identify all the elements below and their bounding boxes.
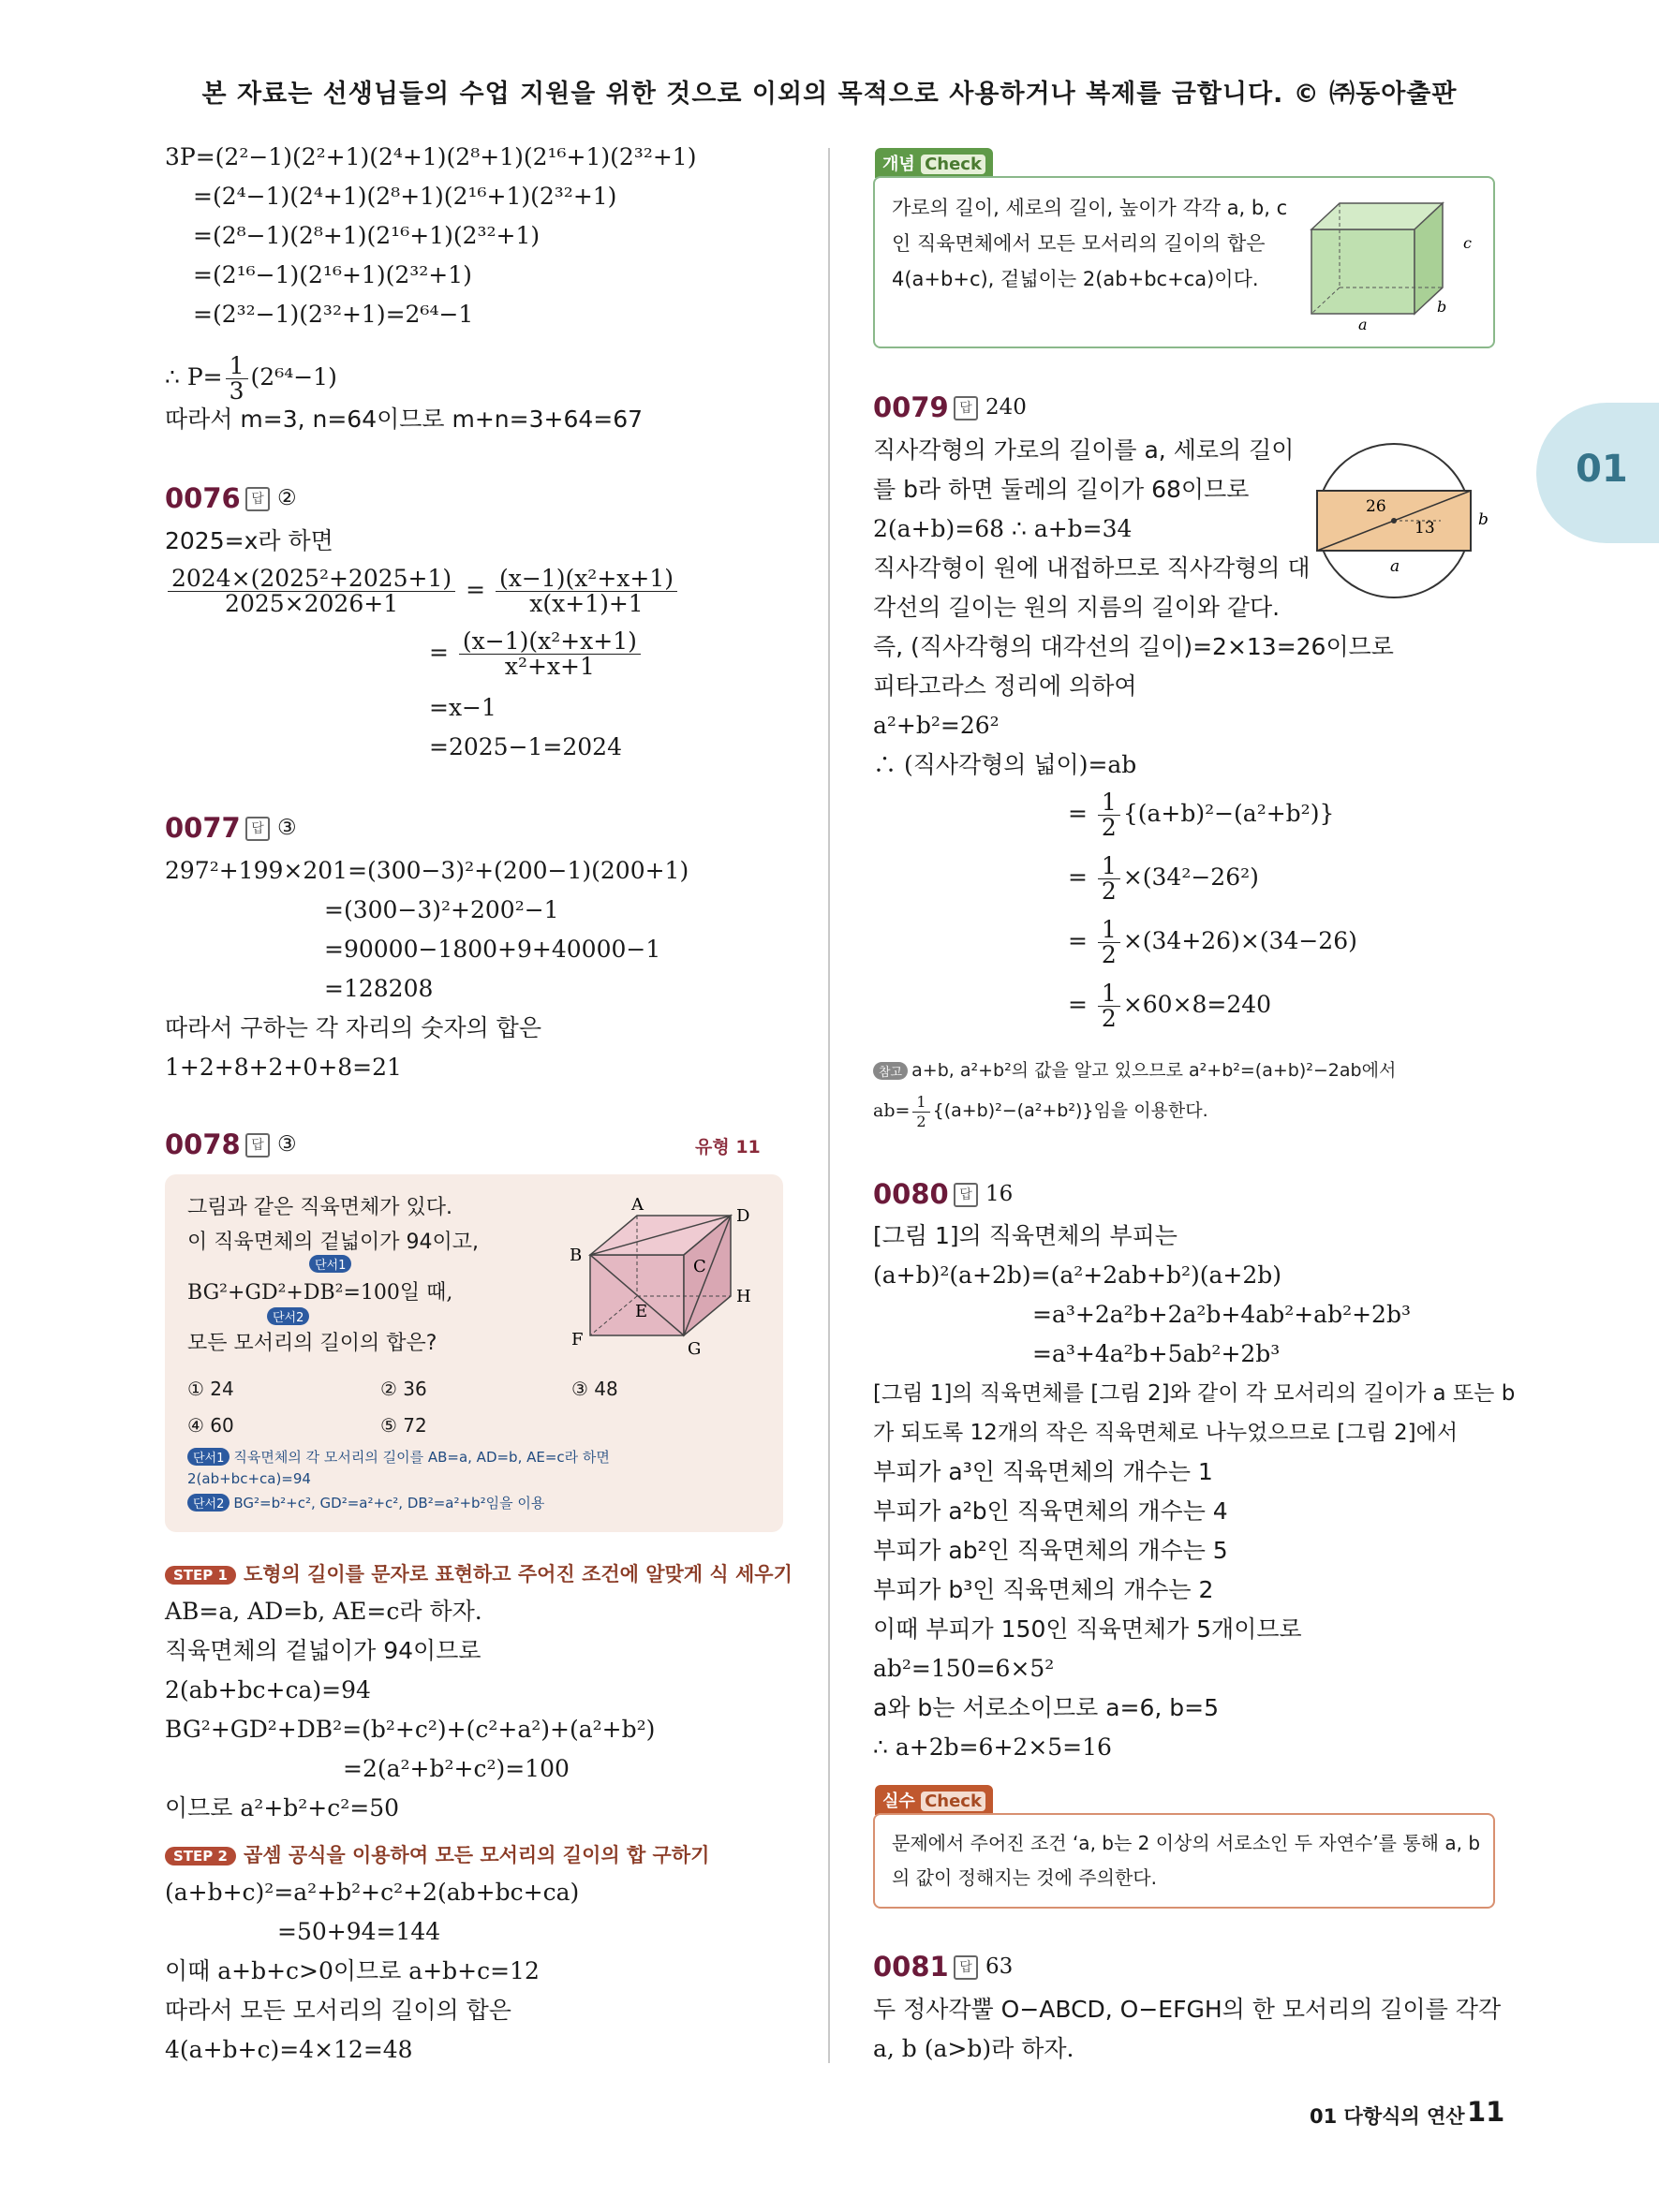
- answer-0076: [245, 482, 297, 514]
- cube-label-f: F: [571, 1330, 584, 1349]
- inscribed-rectangle-diagram: [1310, 436, 1497, 605]
- solution-line: 부피가 b³인 직육면체의 개수는 2: [873, 1576, 1214, 1603]
- fraction: $\frac{\text{(x−1)(x²+x+1)}}{\text{x²+x+1}}$: [459, 629, 641, 679]
- answer-value: ③: [277, 816, 297, 840]
- fig-label-b: b: [1478, 510, 1489, 529]
- answer-0080: [954, 1178, 1013, 1210]
- answer-0081: [954, 1951, 1013, 1983]
- fraction: $\frac{\text{2024×(2025²+2025+1)}}{2025\times 2026+1}$: [168, 567, 455, 616]
- solution-line: =a³+4a²b+5ab²+2b³: [1032, 1340, 1281, 1367]
- choice: ⑤ 72: [380, 1414, 427, 1437]
- solution-line: =(2⁸−1)(2⁸+1)(2¹⁶+1)(2³²+1): [193, 222, 541, 249]
- solution-line: 직사각형의 가로의 길이를 a, 세로의 길이: [873, 436, 1295, 464]
- answer-tag: 답: [245, 1133, 270, 1158]
- answer-value: 240: [985, 395, 1027, 420]
- answer-value: 63: [985, 1954, 1014, 1979]
- solution-line: 를 b라 하면 둘레의 길이가 68이므로: [873, 476, 1250, 503]
- choice: ② 36: [380, 1378, 427, 1400]
- answer-value: ②: [277, 486, 297, 510]
- concept-label-a: a: [1358, 316, 1368, 332]
- column-divider: [828, 148, 830, 2063]
- solution-line: =2025−1=2024: [429, 733, 622, 760]
- mistake-check-box: [873, 1813, 1495, 1909]
- solution-line: 즉, (직사각형의 대각선의 길이)=2×13=26이므로: [873, 633, 1394, 660]
- solution-line: 따라서 모든 모서리의 길이의 합은: [165, 1997, 511, 2024]
- reference-note-2: ab= $\frac{1}{2}$ {(a+b)²−(a²+b²)}임을 이용한다.: [873, 1092, 1208, 1130]
- area-step: = $\frac{1}{2}$ ×(34²−26²): [1068, 852, 1259, 905]
- fig-label-13: 13: [1415, 519, 1435, 538]
- choice: ④ 60: [187, 1414, 234, 1437]
- solution-line: ab²=150=6×5²: [873, 1655, 1055, 1682]
- answer-tag: 답: [245, 487, 270, 511]
- hint-1: 단서1 직육면체의 각 모서리의 길이를 AB=a, AD=b, AE=c라 하면: [187, 1447, 610, 1467]
- fraction-row: $\frac{\text{2024×(2025²+2025+1)}}{2025\times 2026+1}$ = $\frac{\text{(x−1)(x²+x+1)}}{x(x+1)+1}$: [165, 567, 680, 616]
- fraction: $\frac{1}{3}$: [226, 354, 248, 404]
- solution-line: a, b (a>b)라 하자.: [873, 2035, 1074, 2062]
- solution-line: =(2³²−1)(2³²+1)=2⁶⁴−1: [193, 301, 474, 328]
- answer-0078: [245, 1128, 297, 1160]
- solution-line: 이므로 a²+b²+c²=50: [165, 1794, 400, 1821]
- therefore-p: [165, 351, 337, 404]
- solution-line: (a+b)²(a+2b)=(a²+2ab+b²)(a+2b): [873, 1261, 1282, 1289]
- solution-line: 이때 부피가 150인 직육면체가 5개이므로: [873, 1615, 1302, 1643]
- therefore-p-lhs: ∴ P=: [165, 363, 223, 391]
- hint-marker-2: 단서2: [267, 1307, 313, 1325]
- solution-line: =(300−3)²+200²−1: [324, 896, 559, 923]
- problem-number-0081: 0081: [873, 1951, 949, 1983]
- page-number: 11: [1467, 2096, 1505, 2128]
- problem-number-0078: 0078: [165, 1128, 241, 1160]
- solution-line: 297²+199×201=(300−3)²+(200−1)(200+1): [165, 857, 689, 884]
- problem-number-0077: 0077: [165, 812, 241, 844]
- solution-line: =90000−1800+9+40000−1: [324, 936, 661, 963]
- solution-line: 따라서 구하는 각 자리의 숫자의 합은: [165, 1014, 541, 1041]
- solution-line: [그림 1]의 직육면체를 [그림 2]와 같이 각 모서리의 길이가 a 또는 b: [873, 1381, 1516, 1406]
- solution-line: 가 되도록 12개의 작은 직육면체로 나누었으므로 [그림 2]에서: [873, 1421, 1459, 1445]
- hint-2: 단서2 BG²=b²+c², GD²=a²+c², DB²=a²+b²임을 이용: [187, 1493, 544, 1512]
- type-label: 유형 11: [695, 1137, 761, 1158]
- solution-line: 4(a+b+c)=4×12=48: [165, 2036, 413, 2063]
- solution-line: =(2¹⁶−1)(2¹⁶+1)(2³²+1): [193, 261, 472, 288]
- solution-line: ∴ (직사각형의 넓이)=ab: [873, 751, 1137, 778]
- solution-line: 직사각형이 원에 내접하므로 직사각형의 대: [873, 554, 1311, 582]
- fraction-row: = $\frac{\text{(x−1)(x²+x+1)}}{\text{x²+x+1}}$: [429, 629, 644, 679]
- concept-line: 가로의 길이, 세로의 길이, 높이가 각각 a, b, c: [892, 197, 1288, 219]
- therefore-p-rhs: (2⁶⁴−1): [250, 363, 337, 391]
- solution-line: 부피가 ab²인 직육면체의 개수는 5: [873, 1537, 1228, 1564]
- solution-line: =128208: [324, 975, 434, 1002]
- concept-label-c: c: [1463, 234, 1472, 252]
- solution-line: 각선의 길이는 원의 지름의 길이와 같다.: [873, 594, 1281, 621]
- copyright-banner: 본 자료는 선생님들의 수업 지원을 위한 것으로 이외의 목적으로 사용하거나 복제를 금합니다. © ㈜동아출판: [201, 80, 1458, 109]
- solution-line: ∴ a+2b=6+2×5=16: [873, 1733, 1112, 1761]
- concept-line: 인 직육면체에서 모든 모서리의 길이의 합은: [892, 232, 1266, 255]
- cube-label-e: E: [635, 1302, 648, 1321]
- answer-tag: 답: [954, 1183, 978, 1207]
- fig-label-a: a: [1390, 557, 1400, 576]
- solution-line: 2(ab+bc+ca)=94: [165, 1676, 371, 1703]
- chapter-tab: [1536, 403, 1659, 543]
- solution-line: BG²+GD²+DB²=(b²+c²)+(c²+a²)+(a²+b²): [165, 1716, 656, 1743]
- concept-cuboid-diagram: [1302, 192, 1489, 332]
- solution-line: 2(a+b)=68 ∴ a+b=34: [873, 515, 1133, 542]
- question-line: 그림과 같은 직육면체가 있다.: [187, 1196, 452, 1219]
- solution-line: 직육면체의 겉넓이가 94이므로: [165, 1637, 481, 1664]
- answer-tag: 답: [245, 817, 270, 841]
- cube-label-g: G: [688, 1339, 702, 1356]
- solution-line: 이때 a+b+c>0이므로 a+b+c=12: [165, 1957, 540, 1984]
- cube-label-h: H: [736, 1287, 751, 1306]
- area-step: = $\frac{1}{2}$ {(a+b)²−(a²+b²)}: [1068, 789, 1335, 841]
- solution-line: 부피가 a²b인 직육면체의 개수는 4: [873, 1497, 1228, 1525]
- cube-label-b: B: [570, 1246, 583, 1265]
- mistake-line: 의 값이 정해지는 것에 주의한다.: [892, 1866, 1157, 1889]
- answer-value: 16: [985, 1182, 1014, 1206]
- conclusion: 따라서 m=3, n=64이므로 m+n=3+64=67: [165, 406, 644, 433]
- choice: ① 24: [187, 1378, 234, 1400]
- solution-line: 피타고라스 정리에 의하여: [873, 672, 1137, 700]
- solution-line: =50+94=144: [277, 1918, 441, 1945]
- problem-number-0076: 0076: [165, 482, 241, 514]
- solution-line: 1+2+8+2+0+8=21: [165, 1054, 402, 1081]
- answer-value: ③: [277, 1132, 297, 1157]
- area-step: = $\frac{1}{2}$ ×60×8=240: [1068, 980, 1272, 1032]
- cube-label-a: A: [631, 1197, 644, 1215]
- solution-line: 부피가 a³인 직육면체의 개수는 1: [873, 1458, 1213, 1485]
- concept-line: 4(a+b+c), 겉넓이는 2(ab+bc+ca)이다.: [892, 268, 1259, 290]
- question-line: BG²+GD²+DB²=100일 때,: [187, 1281, 453, 1305]
- solution-line: =2(a²+b²+c²)=100: [343, 1755, 570, 1782]
- hint-marker-1: 단서1: [309, 1255, 355, 1273]
- solution-line: =a³+2a²b+2a²b+4ab²+ab²+2b³: [1032, 1301, 1411, 1328]
- question-line: 모든 모서리의 길이의 합은?: [187, 1332, 437, 1355]
- choice: ③ 48: [571, 1378, 618, 1400]
- answer-tag: 답: [954, 396, 978, 420]
- mistake-line: 문제에서 주어진 조건 ‘a, b는 2 이상의 서로소인 두 자연수’를 통해 a, b: [892, 1832, 1481, 1854]
- answer-tag: 답: [954, 1955, 978, 1980]
- reference-note: 참고 a+b, a²+b²의 값을 알고 있으므로 a²+b²=(a+b)²−2ab에서: [873, 1056, 1396, 1082]
- hint-1-formula: 2(ab+bc+ca)=94: [187, 1470, 311, 1487]
- solution-line: =x−1: [429, 694, 496, 721]
- solution-line: 3P=(2²−1)(2²+1)(2⁴+1)(2⁸+1)(2¹⁶+1)(2³²+1): [165, 143, 697, 170]
- step-1-heading: STEP 1 도형의 길이를 문자로 표현하고 주어진 조건에 알맞게 식 세우기: [165, 1559, 792, 1587]
- concept-check-tag: 개념 Check: [875, 148, 993, 178]
- solution-line: a²+b²=26²: [873, 712, 1000, 739]
- cuboid-diagram: [562, 1197, 778, 1356]
- solution-line: (a+b+c)²=a²+b²+c²+2(ab+bc+ca): [165, 1879, 580, 1906]
- solution-line: a와 b는 서로소이므로 a=6, b=5: [873, 1694, 1220, 1721]
- solution-line: 2025=x라 하면: [165, 527, 333, 554]
- question-line: 이 직육면체의 겉넓이가 94이고,: [187, 1231, 479, 1254]
- solution-line: 두 정사각뿔 O−ABCD, O−EFGH의 한 모서리의 길이를 각각: [873, 1996, 1502, 2023]
- cube-label-c: C: [693, 1257, 706, 1276]
- fraction: $\frac{\text{(x−1)(x²+x+1)}}{x(x+1)+1}$: [496, 567, 677, 616]
- problem-number-0079: 0079: [873, 391, 949, 423]
- cube-label-d: D: [736, 1206, 750, 1226]
- step-2-heading: STEP 2 곱셈 공식을 이용하여 모든 모서리의 길이의 합 구하기: [165, 1840, 709, 1868]
- problem-number-0080: 0080: [873, 1178, 949, 1210]
- answer-0079: [954, 391, 1027, 423]
- area-step: = $\frac{1}{2}$ ×(34+26)×(34−26): [1068, 916, 1357, 968]
- fig-label-26: 26: [1366, 497, 1386, 516]
- answer-0077: [245, 812, 297, 844]
- footer-chapter: 01 다항식의 연산: [1310, 2105, 1465, 2128]
- solution-line: [그림 1]의 직육면체의 부피는: [873, 1222, 1178, 1249]
- solution-line: AB=a, AD=b, AE=c라 하자.: [165, 1598, 482, 1625]
- solution-line: =(2⁴−1)(2⁴+1)(2⁸+1)(2¹⁶+1)(2³²+1): [193, 183, 617, 210]
- mistake-check-tag: 실수 Check: [875, 1785, 993, 1815]
- concept-label-b: b: [1437, 298, 1447, 316]
- chapter-tab-label: 01: [1576, 448, 1628, 491]
